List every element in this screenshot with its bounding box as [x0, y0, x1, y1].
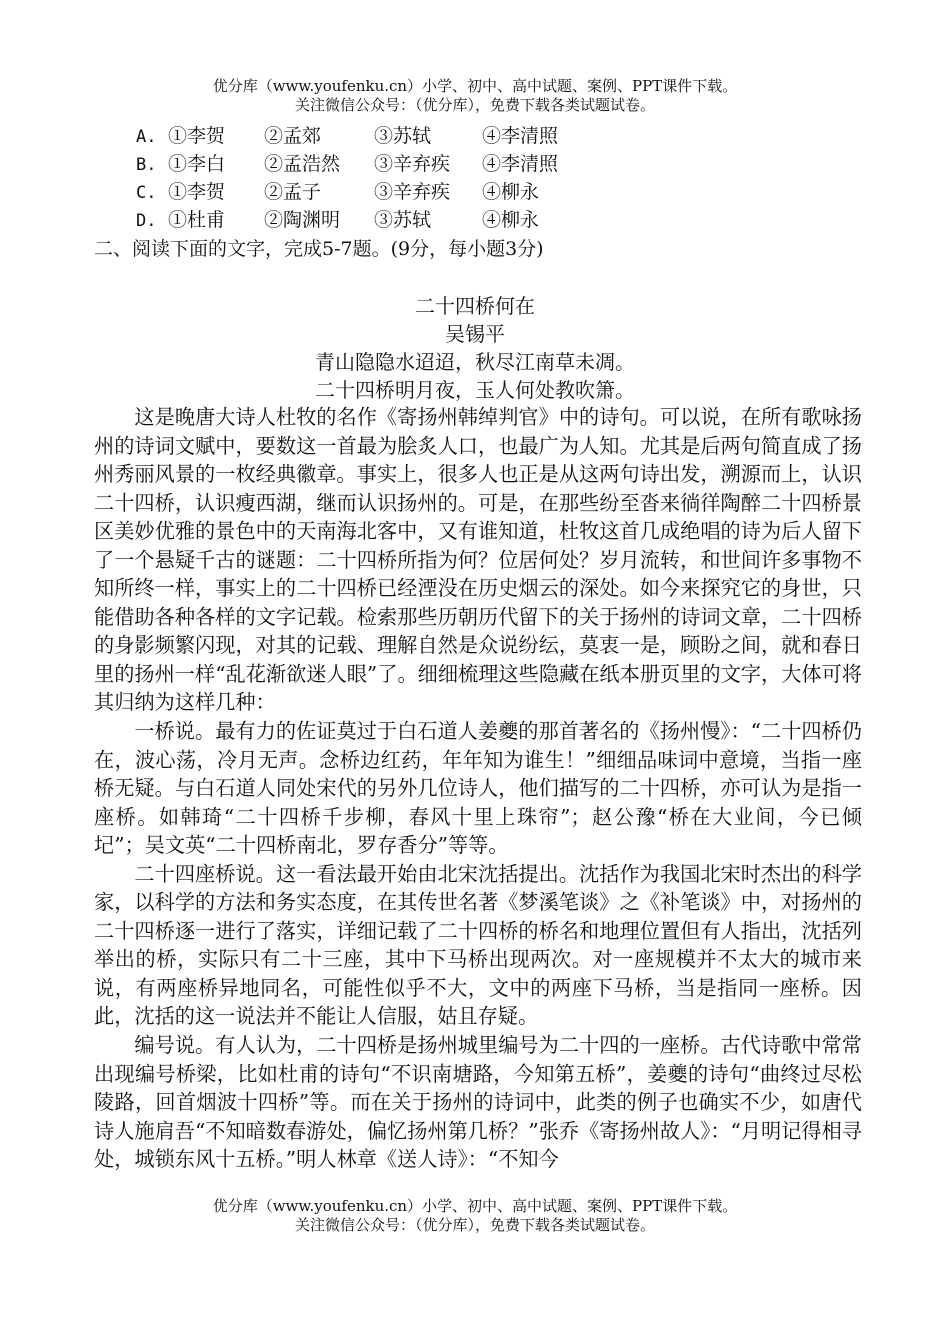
option-d — [136, 207, 539, 235]
option-choice: ④李清照 — [482, 125, 559, 147]
option-letter: B. — [136, 155, 157, 175]
header-line-1: 优分库（www.youfenku.cn）小学、初中、高中试题、案例、PPT课件下载。 — [212, 77, 738, 95]
option-choice: ①李贺 — [168, 125, 226, 147]
option-c — [136, 179, 539, 207]
article-body — [94, 403, 862, 1174]
option-choice: ③辛弃疾 — [374, 181, 451, 203]
paragraph: 一桥说。最有力的佐证莫过于白石道人姜夔的那首著名的《扬州慢》：“二十四桥仍在，波心荡，冷月无声。念桥边红药，年年知为谁生！”细细品味词中意境，当指一座桥无疑。与白石道人同处宋代的另外几位诗人，他们描写的二十四桥，亦可认为是指一座桥。如韩琦“二十四桥千步柳，春风十里上珠帘”；赵公豫“桥在大业间，今已倾圮”；吴文英“二十四桥南北，罗存香分”等等。 — [94, 719, 862, 858]
option-choice: ③辛弃疾 — [374, 153, 451, 175]
option-choice: ②孟浩然 — [264, 153, 341, 175]
paragraph: 编号说。有人认为，二十四桥是扬州城里编号为二十四的一座桥。古代诗歌中常常出现编号桥梁，比如杜甫的诗句“不识南塘路，今知第五桥”，姜夔的诗句“曲终过尽松陵路，回首烟波十四桥”等。而在关于扬州的诗词中，此类的例子也确实不少，如唐代诗人施肩吾“不知暗数春游处，偏忆扬州第几桥？”张乔《寄扬州故人》：“月明记得相寻处，城锁东风十五桥。”明人林章《送人诗》：“不知今 — [94, 1033, 862, 1172]
option-choice: ④柳永 — [482, 181, 540, 203]
option-letter: C. — [136, 183, 157, 203]
option-a — [136, 123, 558, 151]
option-choice: ③苏轼 — [374, 125, 432, 147]
paragraph: 这是晚唐大诗人杜牧的名作《寄扬州韩绰判官》中的诗句。可以说，在所有歌咏扬州的诗词文赋中，要数这一首最为脍炙人口，也最广为人知。尤其是后两句简直成了扬州秀丽风景的一枚经典徽章。事实上，很多人也正是从这两句诗出发，溯源而上，认识二十四桥，认识瘦西湖，继而认识扬州的。可是，在那些纷至沓来徜徉陶醉二十四桥景区美妙优雅的景色中的天南海北客中，又有谁知道，杜牧这首几成绝唱的诗为后人留下了一个悬疑千古的谜题：二十四桥所指为何？位居何处？岁月流转，和世间许多事物不知所终一样，事实上的二十四桥已经湮没在历史烟云的深处。如今来探究它的身世，只能借助各种各样的文字记载。检索那些历朝历代留下的关于扬州的诗词文章，二十四桥的身影频繁闪现，对其的记载、理解自然是众说纷纭，莫衷一是，顾盼之间，就和春日里的扬州一样“乱花渐欲迷人眼”了。细细梳理这些隐藏在纸本册页里的文字，大体可将其归纳为这样几种： — [94, 405, 862, 715]
option-choice: ①李贺 — [168, 181, 226, 203]
option-choice: ④李清照 — [482, 153, 559, 175]
option-letter: A. — [136, 127, 157, 147]
option-b — [136, 151, 558, 179]
option-choice: ①杜甫 — [168, 209, 226, 231]
header-line-2: 关注微信公众号：（优分库），免费下载各类试题试卷。 — [294, 96, 655, 114]
poem-line-2: 二十四桥明月夜，玉人何处教吹箫。 — [315, 378, 635, 402]
poem-line-1: 青山隐隐水迢迢，秋尽江南草未凋。 — [315, 350, 635, 374]
option-choice: ②陶渊明 — [264, 209, 341, 231]
article-title: 二十四桥何在 — [415, 294, 535, 318]
option-letter: D. — [136, 211, 157, 231]
footer-line-1: 优分库（www.youfenku.cn）小学、初中、高中试题、案例、PPT课件下载。 — [212, 1197, 738, 1215]
paragraph: 二十四座桥说。这一看法最开始由北宋沈括提出。沈括作为我国北宋时杰出的科学家，以科学的方法和务实态度，在其传世名著《梦溪笔谈》之《补笔谈》中，对扬州的二十四桥逐一进行了落实，详细记载了二十四桥的桥名和地理位置但有人指出，沈括列举出的桥，实际只有二十三座，其中下马桥出现两次。对一座规模并不太大的城市来说，有两座桥异地同名，可能性似乎不大，文中的两座下马桥，当是指同一座桥。因此，沈括的这一说法并不能让人信服，姑且存疑。 — [94, 861, 862, 1029]
option-choice: ①李白 — [168, 153, 226, 175]
article-author: 吴锡平 — [445, 322, 505, 346]
option-choice: ③苏轼 — [374, 209, 432, 231]
option-choice: ④柳永 — [482, 209, 540, 231]
section-heading: 二、阅读下面的文字，完成5-7题。(9分，每小题3分) — [94, 238, 544, 260]
option-choice: ②孟子 — [264, 181, 322, 203]
option-choice: ②孟郊 — [264, 125, 322, 147]
footer-line-2: 关注微信公众号：（优分库），免费下载各类试题试卷。 — [294, 1216, 655, 1234]
